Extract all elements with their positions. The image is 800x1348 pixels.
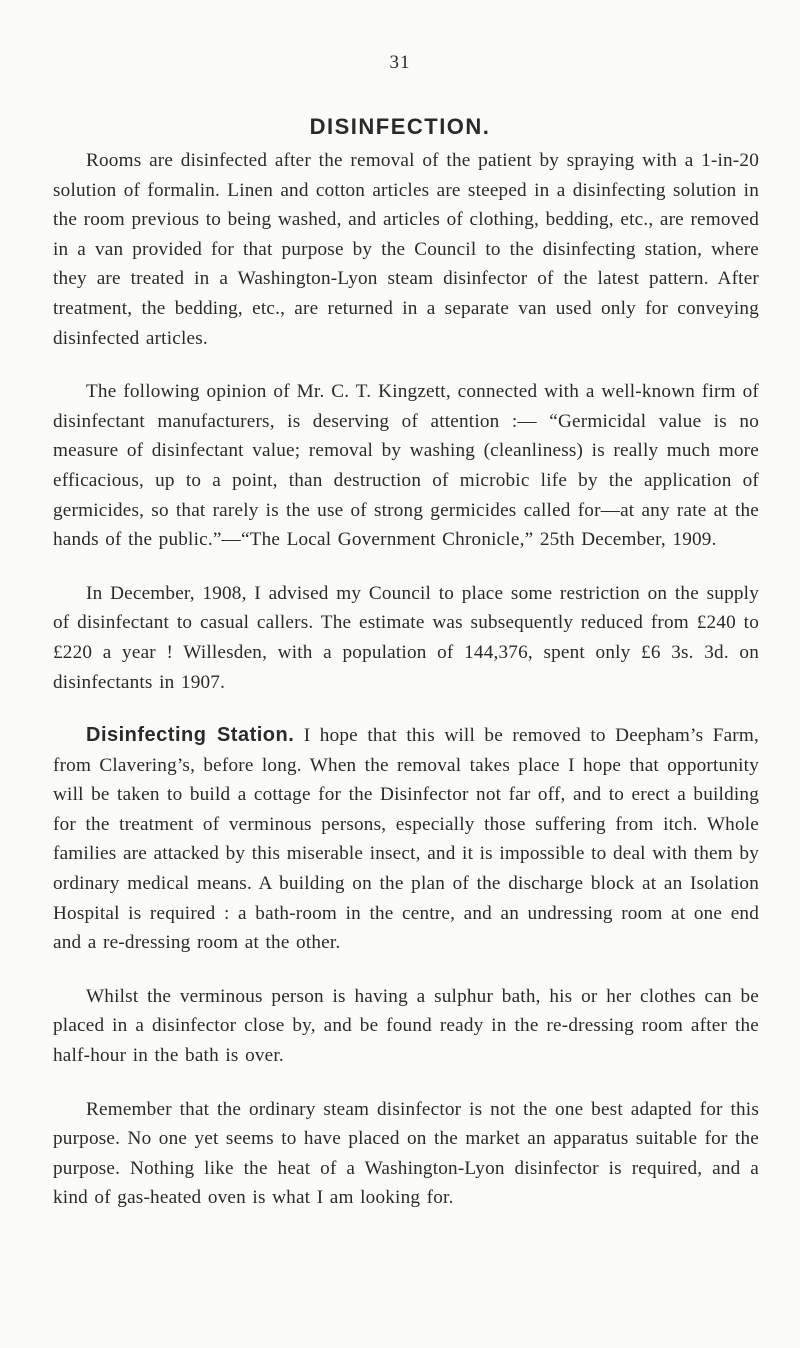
paragraph-disinfecting-station bbox=[53, 721, 759, 958]
run-in-heading: Disinfecting Station. bbox=[86, 724, 295, 747]
document-body bbox=[53, 146, 759, 1237]
station-text: I hope that this will be removed to Deepham’s Farm, from Clavering’s, before long. When the removal takes place I hope that opportunity will be taken to build a cottage for the Disinfector not far off, and to erect a building for the treatment of verminous persons, especially those suffering from itch. Whole families are attacked by this miserable insect, and it is impossible to deal with them by ordinary medical means. A building on the plan of the discharge block at an Isolation Hospital is required : a bath-room in the centre, and an undressing room at one end and a re-dressing room at the other. bbox=[53, 725, 759, 954]
paragraph-sulphur-bath: Whilst the verminous person is having a sulphur bath, his or her clothes can be placed in a disinfector close by, and be found ready in the re-dressing room after the half-hour in the bath is over. bbox=[53, 985, 759, 1067]
paragraph-room-disinfection: Rooms are disinfected after the removal of the patient by spraying with a 1-in-20 solution of formalin. Linen and cotton articles are steeped in a disinfecting solution in the room previous to being washed, and articles of clothing, bedding, etc., are removed in a van provided for that purpose by the Council to the disinfecting station, where they are treated in a Washington-Lyon steam disinfector of the latest pattern. After treatment, the bedding, etc., are returned in a separate van used only for conveying disinfected articles. bbox=[53, 150, 759, 349]
section-heading: DISINFECTION. bbox=[309, 114, 491, 139]
page-number: 31 bbox=[389, 52, 411, 73]
paragraph-kingzett-opinion: The following opinion of Mr. C. T. Kingzett, connected with a well-known firm of disinfectant manufacturers, is deserving of attention :— “Germicidal value is no measure of disinfectant value; removal by washing (cleanliness) is really much more efficacious, up to a point, than destruction of microbic life by the application of germicides, so that rarely is the use of strong germicides called for—at any rate at the hands of the public.”—“The Local Government Chronicle,” 25th December, 1909. bbox=[53, 381, 759, 551]
paragraph-steam-disinfector: Remember that the ordinary steam disinfector is not the one best adapted for this purpose. No one yet seems to have placed on the market an apparatus suitable for the purpose. Nothing like the heat of a Washington-Lyon disinfector is required, and a kind of gas-heated oven is what I am looking for. bbox=[53, 1098, 759, 1209]
paragraph-disinfectant-supply: In December, 1908, I advised my Council to place some restriction on the supply of disinfectant to casual callers. The estimate was subsequently reduced from £240 to £220 a year ! Willesden, with a population of 144,376, spent only £6 3s. 3d. on disinfectants in 1907. bbox=[53, 582, 759, 693]
